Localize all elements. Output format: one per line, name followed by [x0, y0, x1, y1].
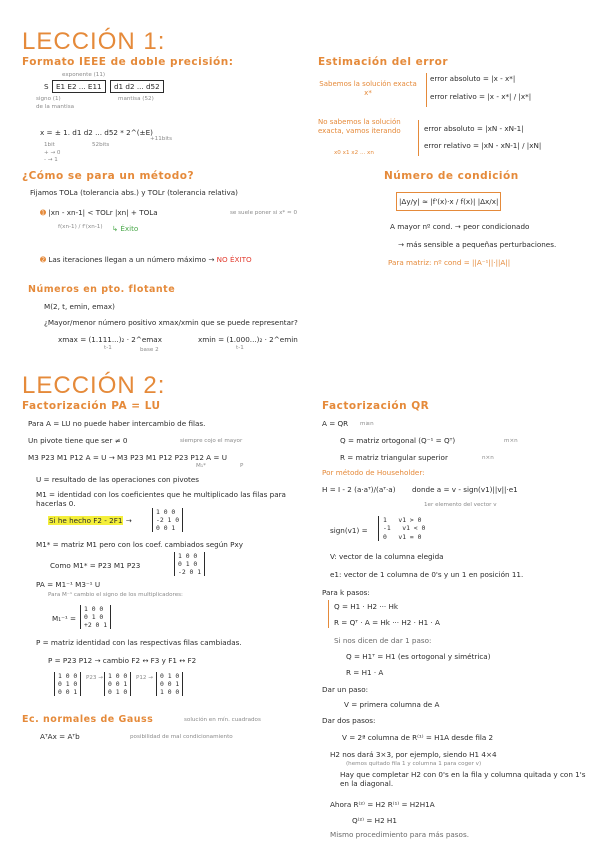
plu-3-p: P: [240, 463, 244, 469]
no-success-text: NO ÉXITO: [216, 255, 252, 264]
tolerances: Fijamos TOLa (tolerancia abs.) y TOLr (tolerancia relativa): [30, 188, 238, 197]
criterion-1: ➊ |xn - xn-1| < TOLr |xn| + TOLa: [40, 208, 158, 217]
give-step-v: V = primera columna de A: [344, 700, 440, 709]
plu-2-note: siempre cojo el mayor: [180, 438, 243, 444]
p23-matrix: 1 0 0 0 0 1 0 1 0: [104, 672, 131, 696]
plu-9: PA = M1⁻¹ M3⁻¹ U: [36, 580, 101, 589]
bracket: [418, 120, 419, 156]
plu-12: P = P23 P12 → cambio F2 ↔ F3 y F1 ↔ F2: [48, 656, 197, 665]
h2-complete: Hay que completar H2 con 0's en la fila y columna quitada y con 1's en la diagonal.: [340, 770, 586, 788]
k-steps: Para k pasos:: [322, 588, 370, 597]
criterion-1-fraction: f(xn-1) / f'(xn-1): [58, 224, 103, 230]
e1-definition: e1: vector de 1 columna de 0's y un 1 en posición 11.: [330, 570, 524, 579]
exact-unknown: No sabemos la solución exacta, vamos iterando: [318, 118, 401, 135]
ieee-formula: x = ± 1. d1 d2 ... d52 * 2^(±E): [40, 128, 153, 137]
plu-10: Para M⁻¹ cambio el signo de los multiplicadores:: [48, 592, 183, 598]
now-r2: Ahora R⁽²⁾ = H2 R⁽¹⁾ = H2H1A: [330, 800, 435, 809]
h2-note: (hemos quitado fila 1 y columna 1 para coger v): [346, 761, 482, 767]
p23-arrow: P23 →: [86, 675, 103, 681]
p12-arrow: P12 →: [136, 675, 153, 681]
two-steps: Dar dos pasos:: [322, 716, 376, 725]
qr-2: Q = matriz ortogonal (Q⁻¹ = Qᵀ): [340, 436, 456, 445]
sign-s: S: [44, 82, 49, 91]
floating-point-question: ¿Mayor/menor número positivo xmax/xmin que se puede representar?: [44, 318, 298, 327]
bracket: [426, 73, 427, 107]
one-step-r: R = H1 · A: [346, 668, 384, 677]
abs-error-known: error absoluto = |x - x*|: [430, 74, 516, 83]
xmin-t1: t-1: [236, 345, 244, 351]
exp-bits-label: +11bits: [150, 136, 173, 142]
give-step: Dar un paso:: [322, 685, 369, 694]
lesson2-title: LECCIÓN 2:: [22, 372, 166, 399]
plus-zero: + → 0: [44, 150, 61, 156]
exact-known: Sabemos la solución exacta x*: [319, 80, 417, 97]
plu-2: Un pivote tiene que ser ≠ 0: [28, 436, 128, 445]
lesson1-title: LECCIÓN 1:: [22, 28, 166, 55]
qr-3: R = matriz triangular superior: [340, 453, 448, 462]
plu-1: Para A = LU no puede haber intercambio de filas.: [28, 419, 206, 428]
plu-3-m: M₁*: [196, 463, 206, 469]
m1-matrix: 1 0 0 -2 1 0 0 0 1: [152, 508, 183, 532]
minus-one: - → 1: [44, 157, 58, 163]
condition-number-title: Número de condición: [384, 170, 519, 182]
sign-label: signo (1): [36, 96, 61, 102]
criterion-2-text: Las iteraciones llegan a un número máximo: [48, 255, 207, 264]
gauss-title: Ec. normales de Gauss: [22, 714, 154, 725]
condition-formula: |Δy/y| ≈ |f'(x)·x / f(x)| |Δx/x|: [396, 192, 501, 211]
h2-size: H2 nos dará 3×3, por ejemplo, siendo H1 4×4: [330, 750, 497, 759]
criterion-1-note: se suele poner si x* ≈ 0: [230, 210, 298, 216]
bits52-label: 52bits: [92, 142, 110, 148]
plu-4: U = resultado de las operaciones con pivotes: [36, 475, 200, 484]
householder-where: donde a = v - sign(v1)||v||·e1: [412, 485, 518, 494]
xmax-t1: t-1: [104, 345, 112, 351]
same-procedure: Mismo procedimiento para más pasos.: [330, 830, 469, 839]
sign-values: 1 v1 > 0 -1 v1 < 0 0 v1 = 0: [378, 516, 425, 541]
plu-8: Como M1* = P23 M1 P23: [50, 561, 141, 570]
m1inv-matrix: 1 0 0 0 1 0 +2 0 1: [80, 605, 111, 629]
householder-title: Por método de Householder:: [322, 468, 425, 477]
mantissa-label: mantisa (52): [118, 96, 154, 102]
error-estimation-title: Estimación del error: [318, 56, 448, 68]
p12-matrix: 0 1 0 0 0 1 1 0 0: [156, 672, 183, 696]
more-sensitive: → más sensible a pequeñas perturbaciones.: [398, 240, 557, 249]
qr-2-dims: m×n: [504, 438, 518, 444]
now-q2: Q⁽²⁾ = H2 H1: [352, 816, 397, 825]
matrix-cond: Para matriz: nº cond = ||A⁻¹||·||A||: [388, 258, 511, 267]
one-step-q: Q = H1ᵀ = H1 (es ortogonal y simétrica): [346, 652, 491, 661]
abs-error-iter: error absoluto = |xN - xN-1|: [424, 124, 524, 133]
mantissa-bits: d1 d2 ... d52: [110, 80, 164, 93]
gauss-eq: AᵀAx = Aᵀb: [40, 732, 80, 741]
plu-11: P = matriz identidad con las respectivas filas cambiadas.: [36, 638, 242, 647]
plu-6: Si he hecho F2 - 2F1 →: [49, 516, 132, 525]
iteration-sequence: x0 x1 x2 ... xn: [334, 150, 374, 156]
householder-first: 1er elemento del vector v: [424, 502, 497, 508]
bracket: [328, 600, 329, 628]
identity-matrix: 1 0 0 0 1 0 0 0 1: [54, 672, 81, 696]
floating-point-title: Números en pto. flotante: [28, 284, 176, 295]
m1star-matrix: 1 0 0 0 1 0 -2 0 1: [174, 552, 205, 576]
ieee-title: Formato IEEE de doble precisión:: [22, 56, 234, 68]
floating-point-m: M(2, t, emin, emax): [44, 302, 115, 311]
one-bit-label: 1bit: [44, 142, 55, 148]
exponent-bits: E1 E2 ... E11: [52, 80, 106, 93]
gauss-note: solución en mín. cuadrados: [184, 717, 261, 723]
success-label: ↳ Éxito: [112, 224, 139, 233]
qr-title: Factorización QR: [322, 400, 430, 412]
criterion-1-text: |xn - xn-1| < TOLr |xn| + TOLa: [48, 208, 158, 217]
sign-mantissa-label: de la mantisa: [36, 104, 75, 110]
qr-1: A = QR: [322, 419, 349, 428]
criterion-2: ➋ Las iteraciones llegan a un número máximo → NO ÉXITO: [40, 255, 252, 264]
xmax: xmax = (1.111...)₂ · 2^emax: [58, 335, 162, 344]
sign-label: sign(v1) =: [330, 526, 368, 535]
higher-cond: A mayor nº cond. → peor condicionado: [390, 222, 530, 231]
m1inv-label: M₁⁻¹ =: [52, 614, 77, 623]
gauss-note-2: posibilidad de mal condicionamiento: [130, 734, 233, 740]
qr-1-dims: m≥n: [360, 421, 374, 427]
qr-3-dims: n×n: [482, 455, 494, 461]
one-step: Si nos dicen de dar 1 paso:: [334, 636, 432, 645]
stop-method-title: ¿Cómo se para un método?: [22, 170, 195, 182]
exponent-label: exponente (11): [62, 72, 106, 78]
householder-formula: H = I - 2 (a·aᵀ)/(aᵀ·a): [322, 485, 396, 494]
xmin: xmin = (1.000...)₂ · 2^emin: [198, 335, 298, 344]
plu-3: M3 P23 M1 P12 A = U → M3 P23 M1 P12 P23 P12 A = U: [28, 453, 227, 462]
two-steps-v: V = 2ª columna de R⁽¹⁾ = H1A desde fila 2: [342, 733, 494, 742]
base2-label: base 2: [140, 347, 159, 353]
plu-6-text: Si he hecho F2 - 2F1: [49, 516, 123, 525]
plu-title: Factorización PA = LU: [22, 400, 161, 412]
plu-7: M1* = matriz M1 pero con los coef. cambiados según Pxy: [36, 540, 243, 549]
rel-error-iter: error relativo = |xN - xN-1| / |xN|: [424, 141, 542, 150]
success-text: Éxito: [120, 224, 139, 233]
plu-5: M1 = identidad con los coeficientes que he multiplicado las filas para hacerlas 0.: [36, 490, 286, 508]
rel-error-known: error relativo = |x - x*| / |x*|: [430, 92, 532, 101]
r-k-steps: R = Qᵀ · A = Hk ··· H2 · H1 · A: [334, 618, 440, 627]
v-definition: V: vector de la columna elegida: [330, 552, 444, 561]
q-k-steps: Q = H1 · H2 ··· Hk: [334, 602, 399, 611]
